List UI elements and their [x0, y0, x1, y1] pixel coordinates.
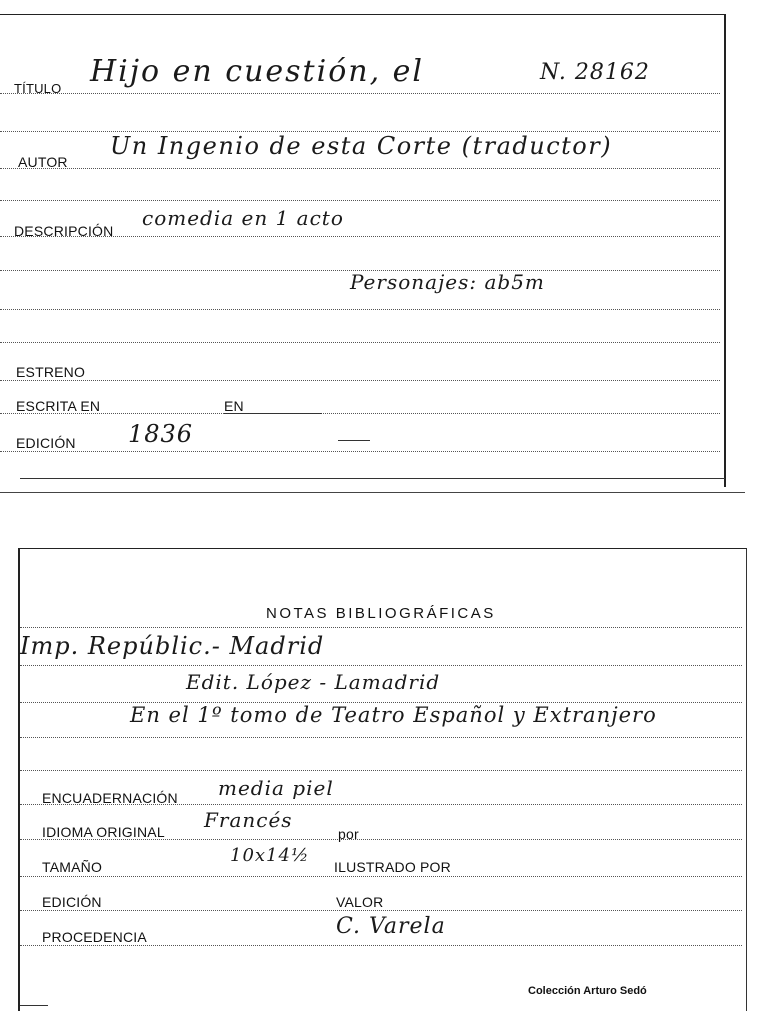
value-numero: N. 28162	[540, 60, 650, 85]
dash-mark	[338, 440, 370, 441]
note-line-2: Edit. López - Lamadrid	[186, 670, 441, 694]
value-titulo: Hijo en cuestión, el	[90, 54, 424, 89]
note-line-1: Imp. Repúblic.- Madrid	[20, 632, 325, 660]
label-por: por	[338, 826, 359, 842]
rule-line	[20, 665, 742, 666]
label-autor: AUTOR	[18, 154, 68, 170]
card-separator	[0, 492, 745, 493]
label-valor: VALOR	[336, 894, 384, 910]
label-edicion-2: EDICIÓN	[42, 894, 102, 910]
label-encuadernacion: ENCUADERNACIÓN	[42, 790, 178, 806]
value-autor: Un Ingenio de esta Corte (traductor)	[110, 132, 613, 160]
rule-line	[20, 910, 742, 911]
label-procedencia: PROCEDENCIA	[42, 929, 147, 945]
label-estreno: ESTRENO	[16, 364, 86, 380]
value-procedencia: C. Varela	[336, 914, 446, 939]
note-line-3: En el 1º tomo de Teatro Español y Extranjero	[130, 703, 657, 727]
rule-line	[0, 168, 720, 169]
label-edicion: EDICIÓN	[16, 435, 76, 451]
collection-footer: Colección Arturo Sedó	[528, 985, 647, 997]
value-encuadernacion: media piel	[218, 776, 334, 800]
en-underline	[224, 413, 322, 414]
rule-line	[0, 342, 720, 343]
rule-line	[20, 737, 742, 738]
rule-line	[20, 627, 742, 628]
label-tamano: TAMAÑO	[42, 859, 103, 875]
corner-mark	[20, 1005, 48, 1006]
heading-notas: NOTAS BIBLIOGRÁFICAS	[266, 605, 496, 622]
rule-line	[0, 200, 720, 201]
label-descripcion: DESCRIPCIÓN	[14, 223, 114, 239]
rule-line	[0, 451, 720, 452]
label-en: EN	[224, 398, 244, 414]
value-personajes: Personajes: ab5m	[350, 270, 545, 294]
rule-line	[0, 380, 720, 381]
bottom-rule	[20, 478, 725, 479]
value-descripcion: comedia en 1 acto	[142, 206, 344, 230]
value-edicion: 1836	[128, 420, 194, 448]
label-ilustrado: ILUSTRADO POR	[334, 859, 451, 875]
rule-line	[0, 309, 720, 310]
rule-line	[0, 413, 720, 414]
rule-line	[20, 770, 742, 771]
label-titulo: TÍTULO	[14, 81, 62, 96]
value-tamano: 10x14½	[230, 845, 310, 866]
rule-line	[0, 93, 720, 94]
label-idioma: IDIOMA ORIGINAL	[42, 824, 165, 840]
label-escrita-en: ESCRITA EN	[16, 398, 101, 414]
rule-line	[20, 876, 742, 877]
rule-line	[20, 945, 742, 946]
value-idioma: Francés	[204, 808, 293, 832]
